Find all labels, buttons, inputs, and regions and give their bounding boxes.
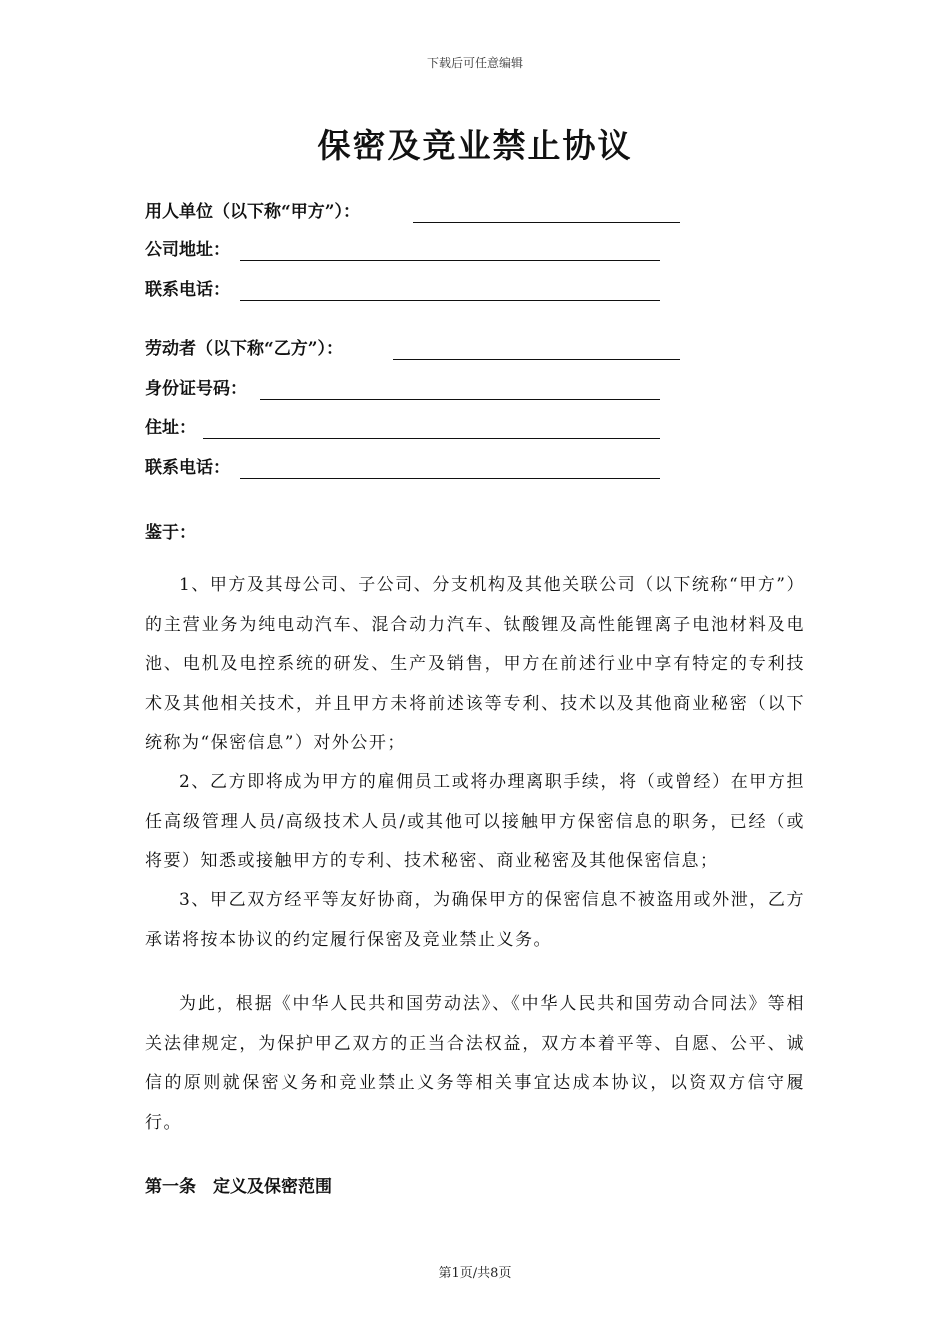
party-b-name-label: 劳动者（以下称“乙方”）： <box>145 339 344 359</box>
party-a-phone-field[interactable] <box>145 277 230 303</box>
party-b-phone-label: 联系电话： <box>145 458 230 478</box>
party-b-phone-line <box>240 478 660 479</box>
party-b-name-field[interactable] <box>145 336 343 362</box>
party-b-address-label: 住址： <box>145 418 196 438</box>
whereas-paragraph-3: 3、甲乙双方经平等友好协商，为确保甲方的保密信息不被盗用或外泄，乙方承诺将按本协议的约定履行保密及竞业禁止义务。 <box>145 890 805 950</box>
article-one-heading: 第一条 定义及保密范围 <box>145 1177 332 1197</box>
party-b-phone-field[interactable] <box>145 455 230 481</box>
party-a-address-line <box>240 260 660 261</box>
party-a-address-label: 公司地址： <box>145 240 230 260</box>
party-b-id-label: 身份证号码： <box>145 379 247 399</box>
party-b-id-field[interactable] <box>145 376 247 402</box>
party-a-name-label: 用人单位（以下称“甲方”）： <box>145 202 361 222</box>
party-b-address-field[interactable] <box>145 415 196 441</box>
whereas-heading: 鉴于： <box>145 523 196 543</box>
party-a-address-field[interactable] <box>145 237 230 263</box>
document-title: 保密及竞业禁止协议 <box>317 126 633 165</box>
party-a-phone-line <box>240 300 660 301</box>
party-b-address-line <box>203 438 660 439</box>
party-a-name-field[interactable] <box>145 199 360 225</box>
whereas-paragraph-1: 1、甲方及其母公司、子公司、分支机构及其他关联公司（以下统称“甲方”）的主营业务为纯电动汽车、混合动力汽车、钛酸锂及高性能锂离子电池材料及电池、电机及电控系统的研发、生产及销售，甲方在前述行业中享有特定的专利技术及其他相关技术，并且甲方未将前述该等专利、技术以及其他商业秘密（以下统称为“保密信息”）对外公开； <box>145 575 805 753</box>
whereas-paragraph-2: 2、乙方即将成为甲方的雇佣员工或将办理离职手续，将（或曾经）在甲方担任高级管理人员/高级技术人员/或其他可以接触甲方保密信息的职务，已经（或将要）知悉或接触甲方的专利、技术秘密、商业秘密及其他保密信息； <box>145 772 805 871</box>
party-b-name-line <box>393 359 680 360</box>
header-note: 下载后可任意编辑 <box>426 56 523 70</box>
party-a-phone-label: 联系电话： <box>145 280 230 300</box>
legal-basis-paragraph: 为此，根据《中华人民共和国劳动法》、《中华人民共和国劳动合同法》等相关法律规定，为保护甲乙双方的正当合法权益，双方本着平等、自愿、公平、诚信的原则就保密义务和竞业禁止义务等相关事宜达成本协议，以资双方信守履行。 <box>145 994 805 1133</box>
party-b-id-line <box>260 399 660 400</box>
page-footer: 第1页/共8页 <box>438 1266 512 1281</box>
party-a-name-line <box>413 222 680 223</box>
